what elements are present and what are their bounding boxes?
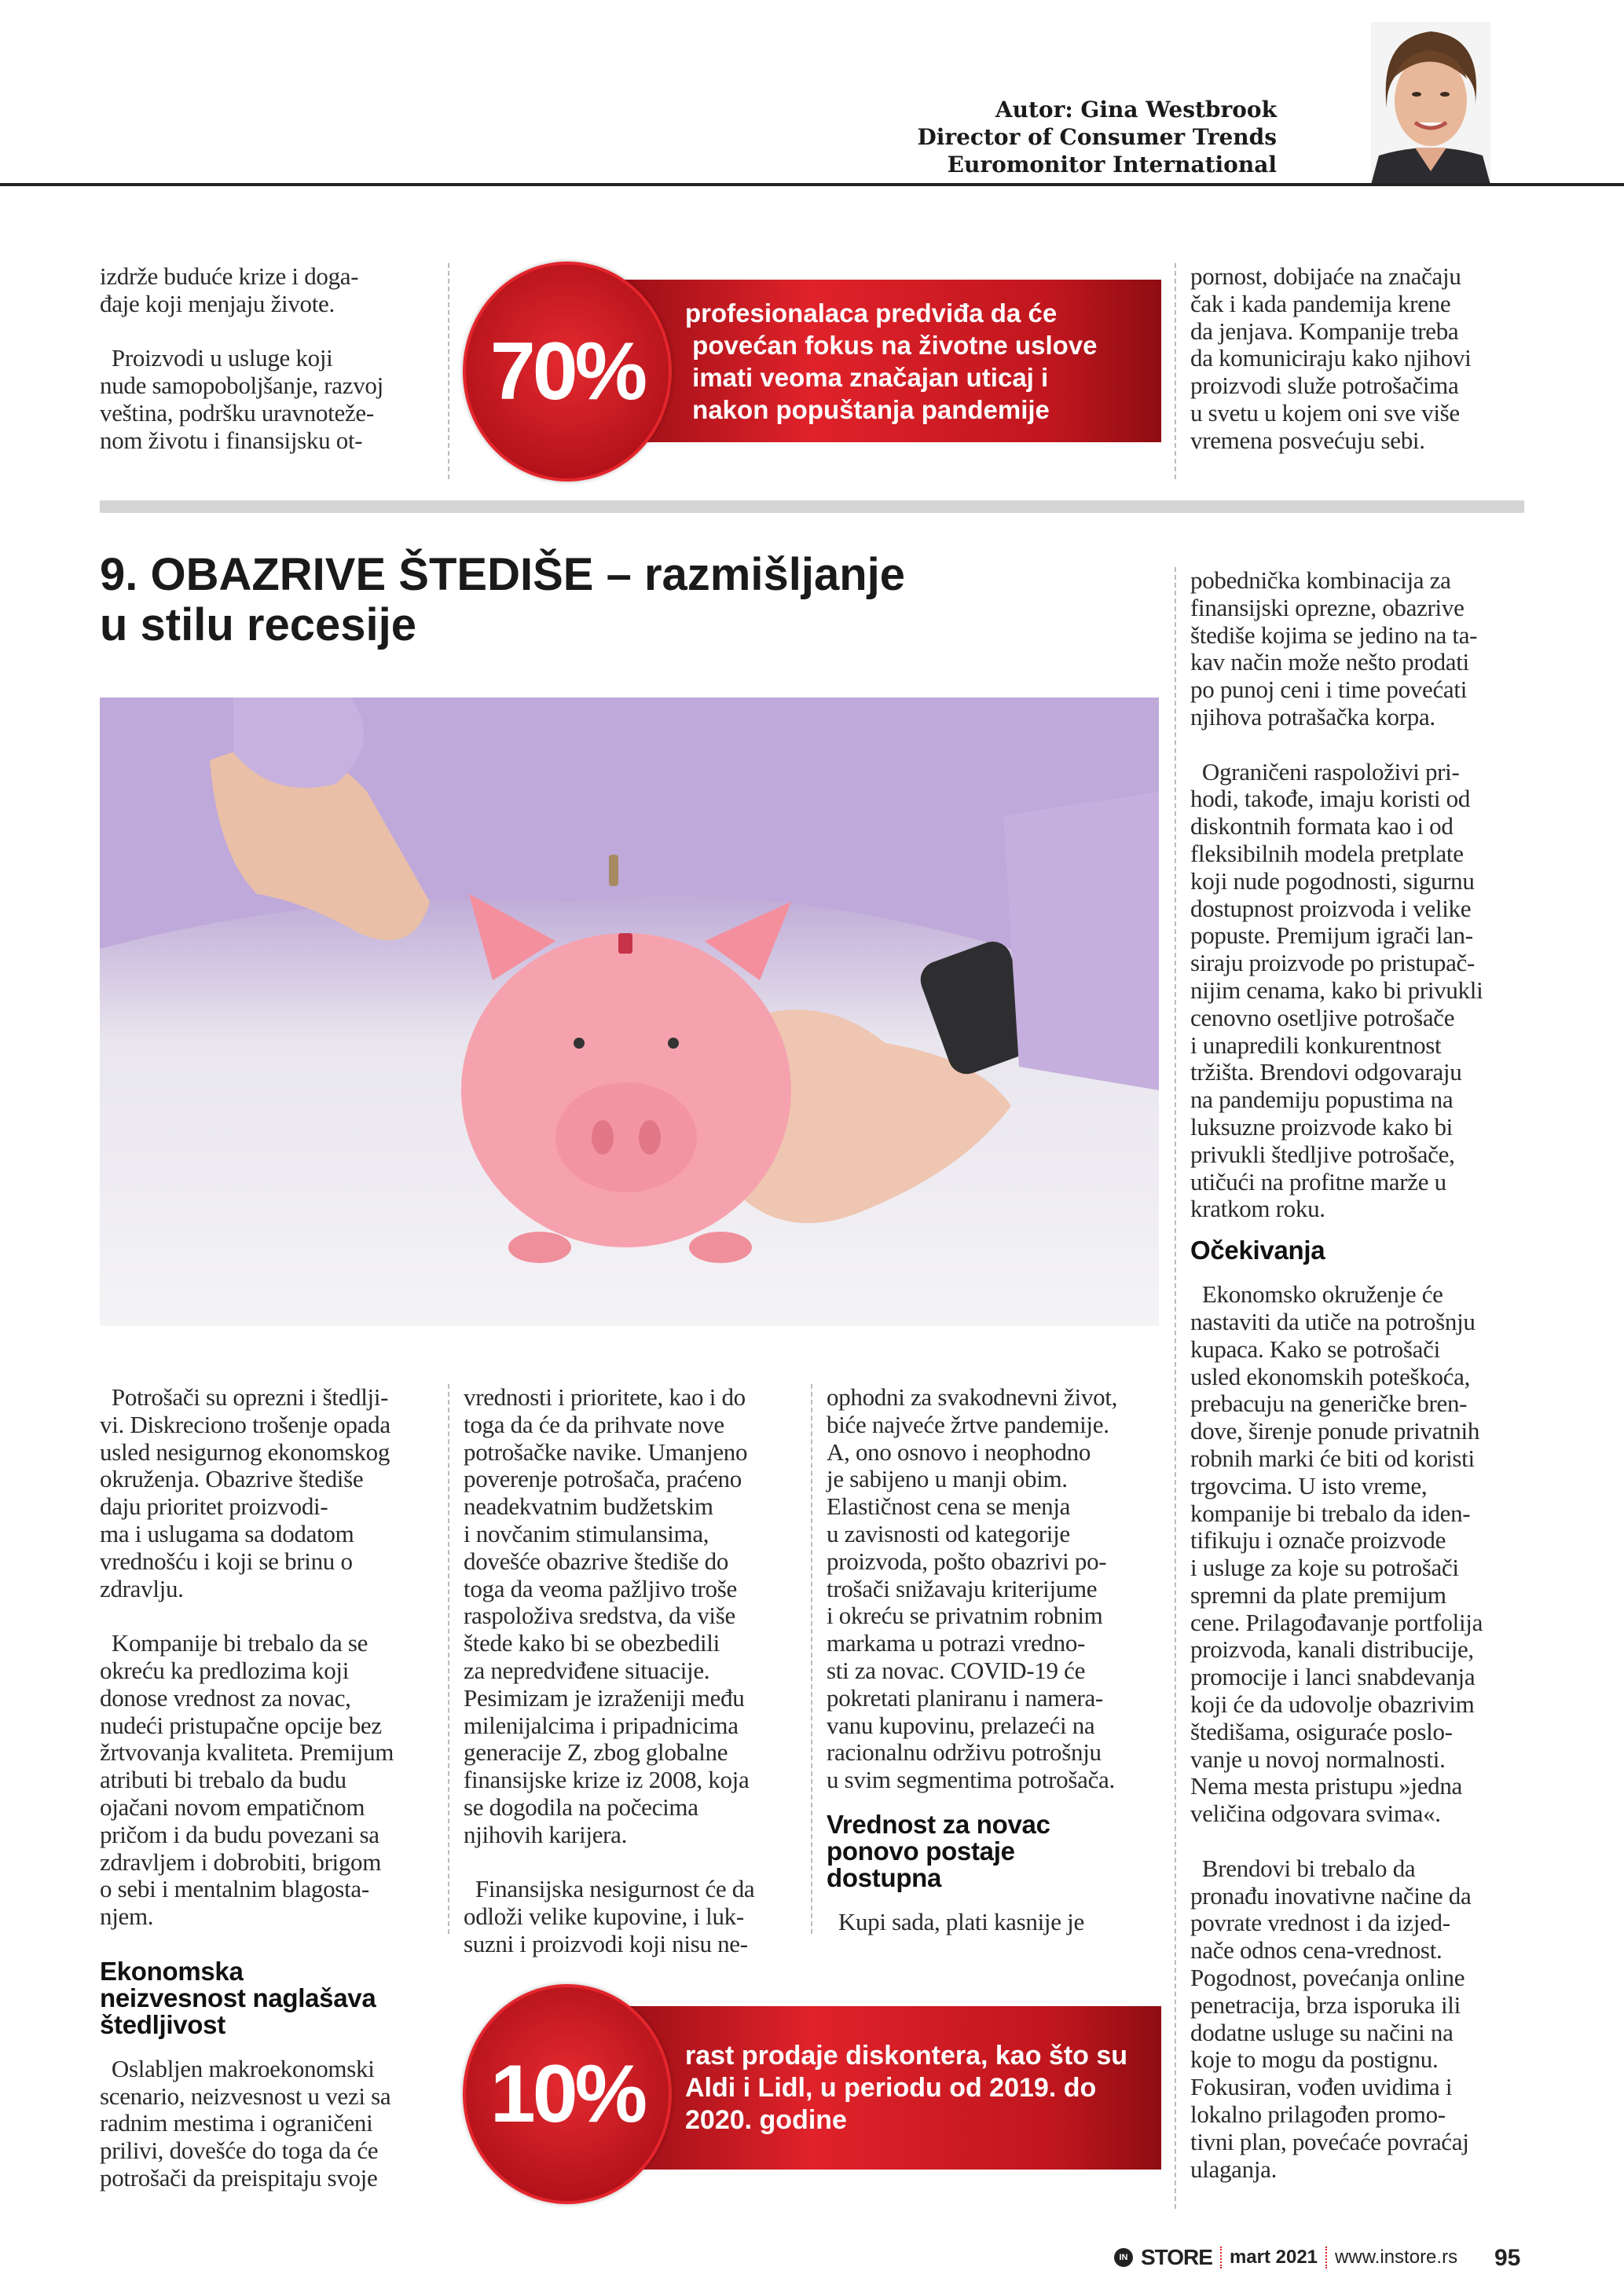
paragraph: Oslabljen makroekonomski scenario, neizvesnost u vezi sa radnim mestima i ograničeni prilivi, dovešće do toga da će potrošači da preispitaju svoje (100, 2054, 391, 2192)
top-column-left (100, 263, 383, 455)
paragraph: pornost, dobijaće na značaju čak i kada pandemija krene da jenjava. Kompanije treba da komuniciraju kako njihovi proizvodi služe potrošačima u svetu u kojem oni sve više vremena posvećuju sebi. (1190, 262, 1472, 454)
article-column-1 (100, 1384, 394, 2192)
paragraph: Ograničeni raspoloživi pri- hodi, takođe, imaju koristi od diskontnih formata kao i od fleksibilnih modela pretplate koji nude pogodnosti, sigurnu dostupnost proizvoda i velike popuste. Premijum igrači lan- siraju proizvode po pristupač- nijim cenama, kako bi privukli cenovno osetljive potrošače i unapredili konkurentnost tržišta. Brendovi odgovaraju na pandemiju popustima na luksuzne proizvode kako bi privukli štedljive potrošače, utičući na profitne marže u kratkom roku. (1190, 757, 1483, 1223)
footer (1114, 2245, 1457, 2270)
subheading: Očekivanja (1190, 1236, 1325, 1265)
stat-callout-70-value: 70% (463, 262, 672, 482)
paragraph: Brendovi bi trebalo da pronađu inovativne načine da povrate vrednost i da izjed- nače odnos cena-vrednost. Pogodnost, povećanja online penetracija, brza isporuka ili dodatne usluge su načini na koje to mogu da postignu. Fokusiran, vođen uvidima i lokalno prilagođen promo- tivni plan, povećaće povraćaj ulaganja. (1190, 1854, 1472, 2183)
paragraph: Potrošači su oprezni i štedlji- vi. Diskreciono trošenje opada usled nesigurnog ekonomskog okruženja. Obazrive štediše daju prioritet proizvodi- ma i uslugama sa dodatom vrednošću i koji se brinu o zdravlju. (100, 1383, 390, 1602)
paragraph: Kompanije bi trebalo da se okreću ka predlozima koji donose vrednost za novac, nudeći pristupačne opcije bez žrtvovanja kvaliteta. Premijum atributi bi trebalo da budu ojačani novom empatičnom pričom i da budu povezani sa zdravljem i dobrobiti, brigom o sebi i mentalnim blagosta- njem. (100, 1629, 394, 1931)
author-name: Autor: Gina Westbrook (995, 97, 1277, 123)
author-credit (917, 96, 1277, 178)
paragraph: Finansijska nesigurnost će da odloži velike kupovine, i luk- suzni i proizvodi koji nisu ne- (464, 1875, 755, 1957)
stat-callout-10-text: rast prodaje diskontera, kao što su Aldi i Lidl, u periodu od 2019. do 2020. godine (622, 2006, 1161, 2170)
author-photo (1371, 22, 1490, 185)
stat-callout-10-value: 10% (463, 1984, 672, 2204)
article-column-3 (827, 1384, 1117, 1936)
column-divider (448, 1384, 449, 1934)
footer-divider (1220, 2247, 1222, 2269)
paragraph: Proizvodi u usluge koji nude samopoboljšanje, razvoj veština, podršku uravnoteže- nom životu i finansijsku ot- (100, 344, 383, 454)
section-divider-bar (100, 500, 1524, 513)
column-divider (1175, 567, 1176, 2209)
article-title: 9. OBAZRIVE ŠTEDIŠE – razmišljanje u stilu recesije (100, 549, 905, 650)
header-rule (0, 183, 1624, 186)
paragraph: ophodni za svakodnevni život, biće najveće žrtve pandemije. A, ono osnovo i neophodno je sabijeno u manji obim. Elastičnost cena se menja u zavisnosti od kategorije proizvoda, pošto obazrivi po- trošači snižavaju kriterijume i okreću se privatnim robnim markama u potrazi vredno- sti za novac. COVID-19 će pokretati planiranu i namera- vanu kupovinu, prelazeći na racionalnu održivu potrošnju u svim segmentima potrošača. (827, 1383, 1118, 1794)
paragraph: vrednosti i prioritete, kao i do toga da će da prihvate nove potrošačke navike. Umanjeno poverenje potrošača, praćeno neadekvatnim budžetskim i novčanim stimulansima, dovešće obazrive štediše do toga da veoma pažljivo troše raspoloživa sredstva, da više štede kako bi se obezbedili za nepredviđene situacije. Pesimizam je izraženiji među milenijalcima i pripadnicima generacije Z, zbog globalne finansijske krize iz 2008, koja se dogodila na počecima njihovih karijera. (464, 1383, 750, 1848)
author-company: Euromonitor International (947, 152, 1277, 178)
stat-callout-70-text: profesionalaca predviđa da će povećan fokus na životne uslove imati veoma značajan uticaj i nakon popuštanja pandemije (622, 280, 1161, 442)
paragraph: Ekonomsko okruženje će nastaviti da utiče na potrošnju kupaca. Kako se potrošači usled ekonomskih poteškoća, prebacuju na generičke bren- dove, širenje ponude privatnih robnih marki će biti od koristi trgovcima. U isto vreme, kompanije bi trebalo da iden- tifikuju i označe proizvode i usluge za koje su potrošači spremni da plate premijum cene. Prilagođavanje portfolija proizvoda, kanali distribucije, promocije i lanci snabdevanja koji će da udovolje obazrivim štedišama, osiguraće poslo- vanje u novoj normalnosti. Nema mesta pristupu »jedna veličina odgovara svima«. (1190, 1280, 1483, 1828)
author-role: Director of Consumer Trends (917, 124, 1277, 150)
article-column-4 (1190, 567, 1483, 2183)
subheading: Ekonomska neizvesnost naglašava štedljivost (100, 1956, 376, 2039)
paragraph: Kupi sada, plati kasnije je (827, 1907, 1084, 1935)
article-column-2 (464, 1384, 754, 1958)
column-divider (1175, 263, 1176, 479)
piggy-bank-photo (100, 698, 1159, 1326)
paragraph: pobednička kombinacija za finansijski oprezne, obazrive štediše kojima se jedino na ta- kav način može nešto prodati po punoj ceni i time povećati njihova potrašačka korpa. (1190, 566, 1478, 731)
subheading: Vrednost za novac ponovo postaje dostupna (827, 1809, 1050, 1892)
footer-issue: mart 2021 (1229, 2247, 1318, 2268)
column-divider (448, 263, 449, 479)
instore-logo-icon: IN (1114, 2248, 1133, 2267)
top-column-right (1190, 263, 1472, 455)
paragraph: izdrže buduće krize i doga- đaje koji menjaju živote. (100, 262, 359, 317)
footer-divider (1325, 2247, 1327, 2269)
footer-url[interactable]: www.instore.rs (1335, 2247, 1458, 2268)
column-divider (811, 1384, 812, 1934)
page-number: 95 (1494, 2245, 1521, 2271)
footer-brand: STORE (1141, 2245, 1212, 2269)
